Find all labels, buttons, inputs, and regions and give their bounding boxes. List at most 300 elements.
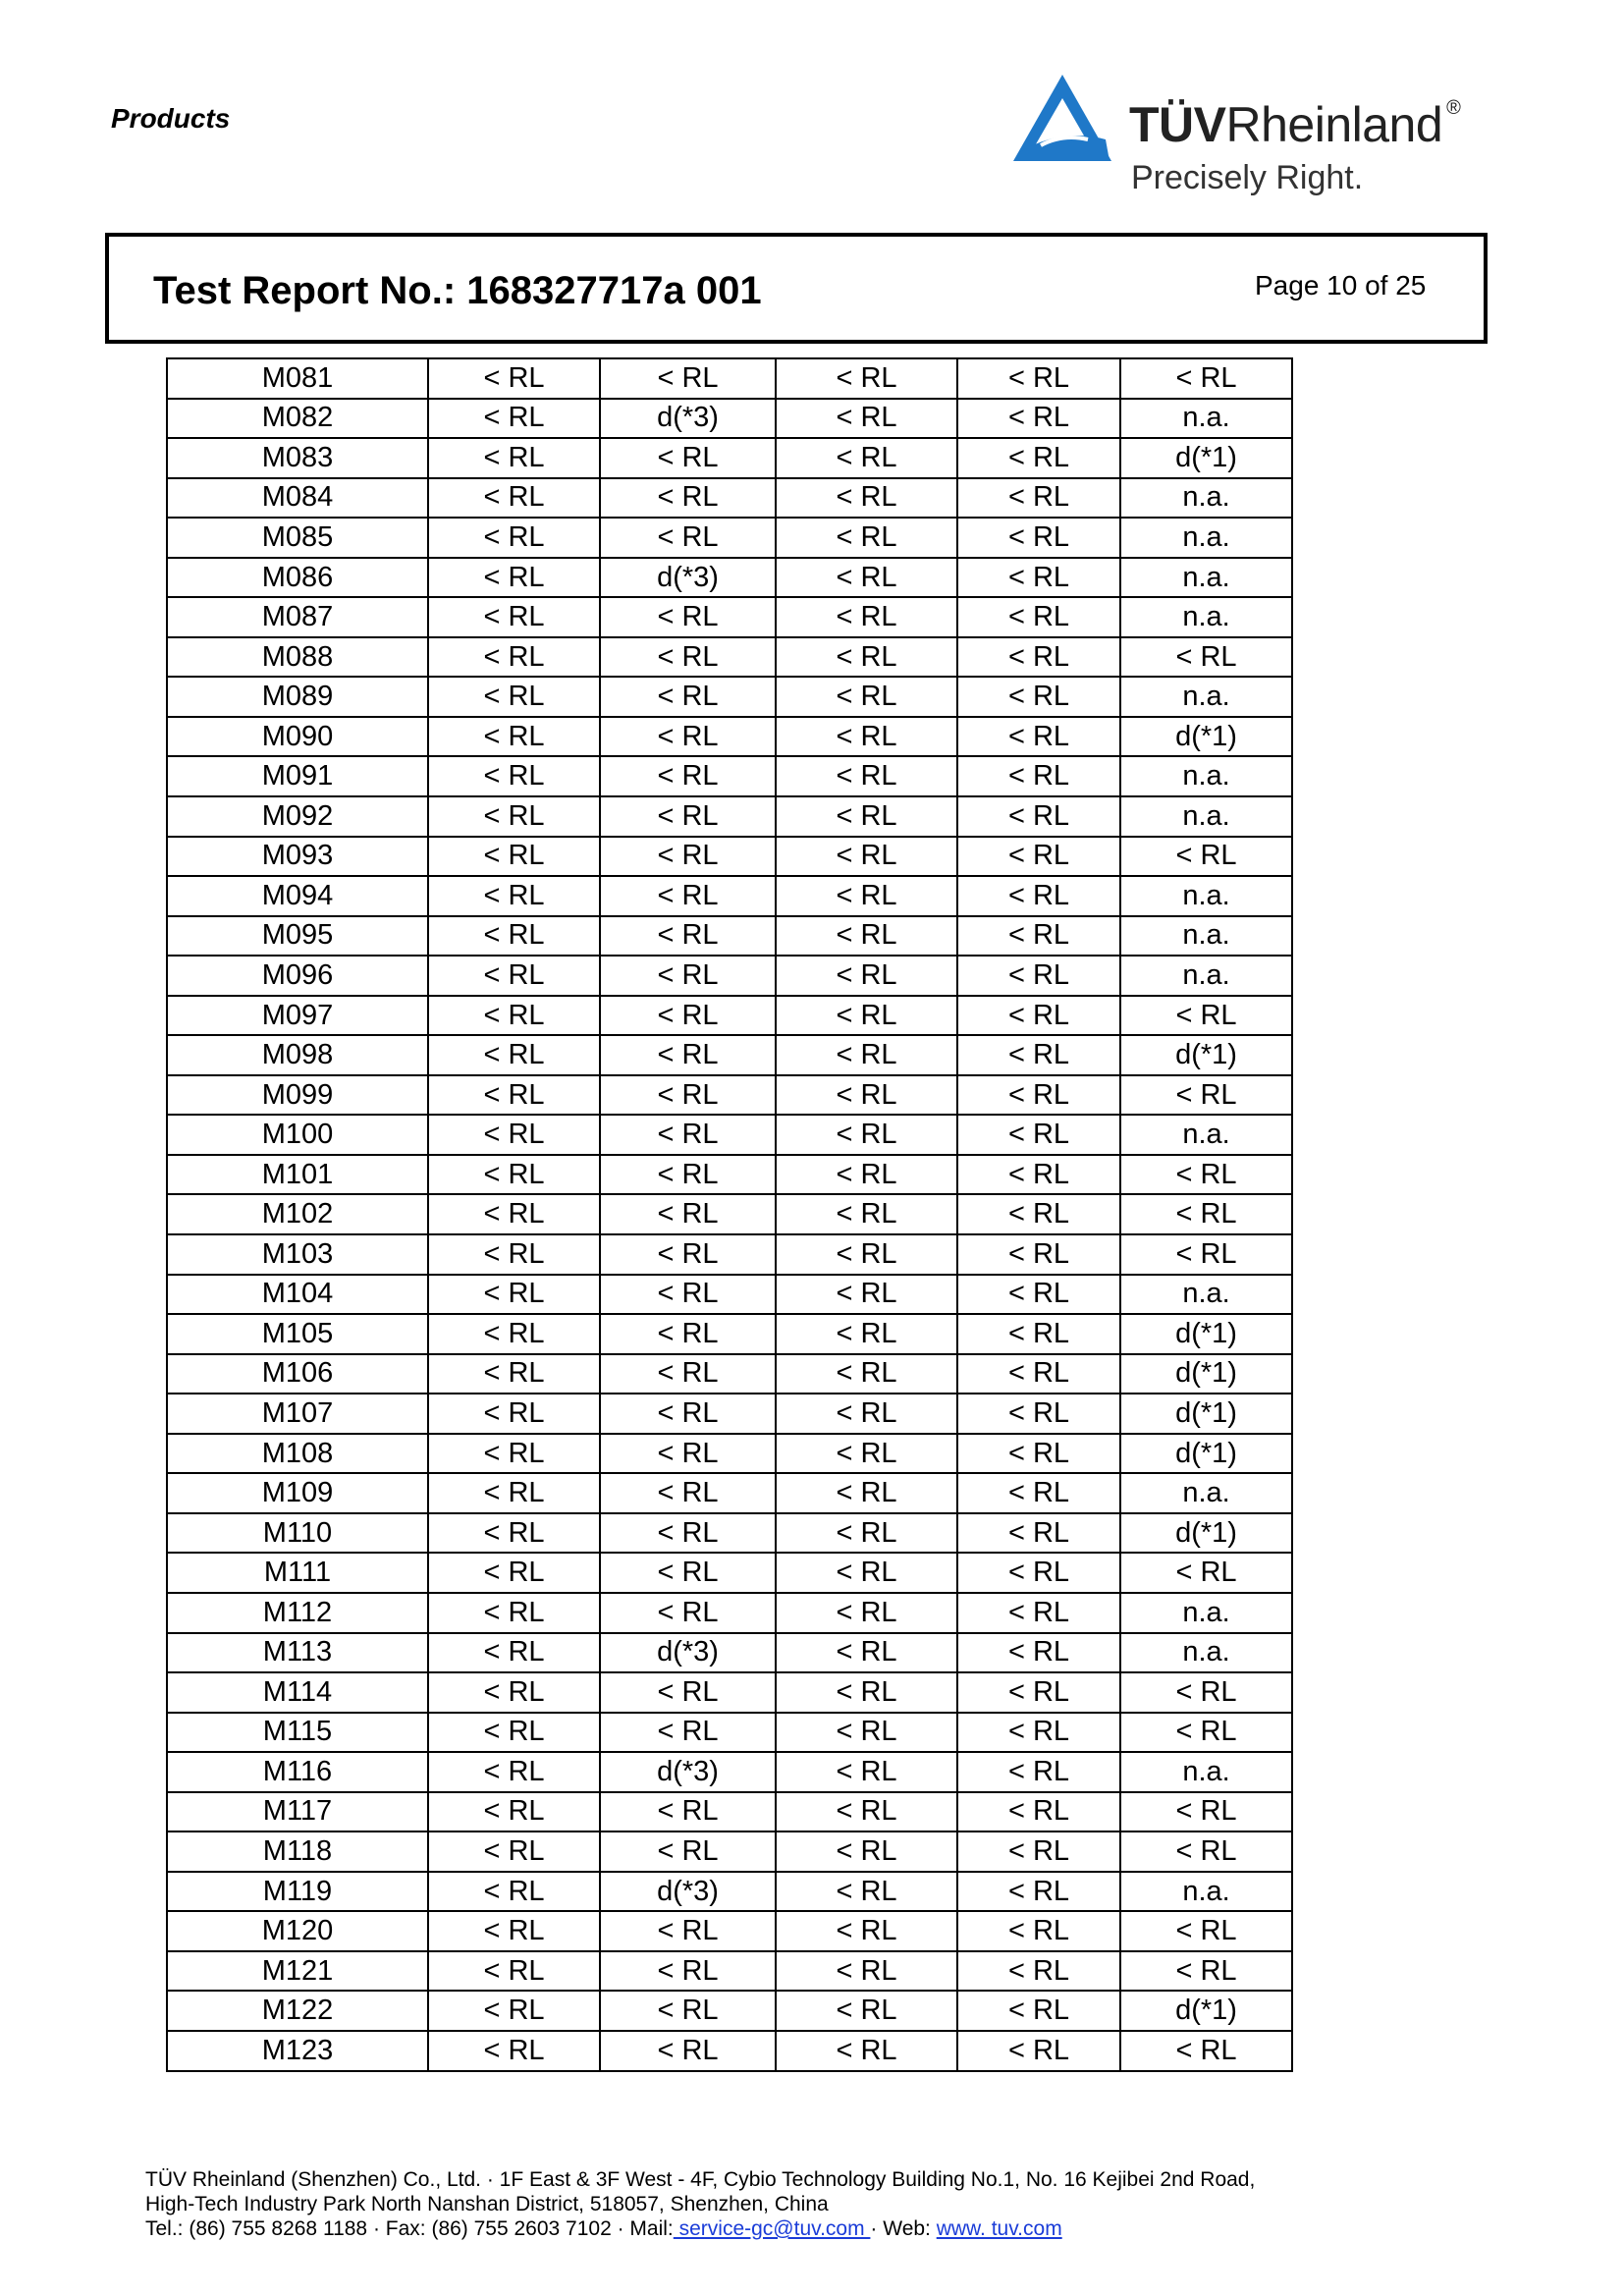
result-cell: < RL	[957, 1991, 1120, 2031]
brand-name	[1129, 96, 1460, 153]
registered-mark: ®	[1446, 97, 1461, 119]
result-cell: n.a.	[1120, 1633, 1292, 1673]
table-row	[167, 1911, 1292, 1951]
result-cell: n.a.	[1120, 1752, 1292, 1792]
result-cell: < RL	[600, 1911, 776, 1951]
sample-id-cell: M098	[167, 1035, 428, 1075]
result-cell: < RL	[600, 478, 776, 519]
result-cell: < RL	[428, 1911, 600, 1951]
result-cell: < RL	[600, 1553, 776, 1593]
result-cell: < RL	[776, 2031, 957, 2071]
result-cell: < RL	[776, 1752, 957, 1792]
sample-id-cell: M113	[167, 1633, 428, 1673]
table-row	[167, 1434, 1292, 1474]
result-cell: < RL	[776, 1155, 957, 1195]
result-cell: < RL	[957, 1354, 1120, 1394]
result-cell: n.a.	[1120, 796, 1292, 837]
result-cell: < RL	[957, 1075, 1120, 1116]
result-cell: < RL	[428, 1513, 600, 1554]
result-cell: < RL	[600, 1513, 776, 1554]
result-cell: < RL	[600, 1314, 776, 1354]
result-cell: < RL	[957, 677, 1120, 717]
result-cell: < RL	[428, 996, 600, 1036]
table-row	[167, 1633, 1292, 1673]
result-cell: < RL	[957, 558, 1120, 598]
sample-id-cell: M104	[167, 1275, 428, 1315]
table-row	[167, 1672, 1292, 1713]
result-cell: < RL	[957, 1035, 1120, 1075]
result-cell: < RL	[957, 717, 1120, 757]
result-cell: < RL	[428, 796, 600, 837]
result-cell: < RL	[428, 1194, 600, 1234]
table-row	[167, 438, 1292, 478]
result-cell: < RL	[776, 717, 957, 757]
result-cell: < RL	[428, 1234, 600, 1275]
result-cell: n.a.	[1120, 1473, 1292, 1513]
result-cell: < RL	[600, 1394, 776, 1434]
result-cell: < RL	[776, 358, 957, 399]
result-cell: < RL	[957, 1831, 1120, 1872]
result-cell: < RL	[957, 637, 1120, 678]
result-cell: d(*3)	[600, 1633, 776, 1673]
result-cell: < RL	[957, 1473, 1120, 1513]
result-cell: < RL	[776, 1911, 957, 1951]
sample-id-cell: M097	[167, 996, 428, 1036]
sample-id-cell: M100	[167, 1115, 428, 1155]
result-cell: < RL	[776, 1951, 957, 1992]
result-cell: < RL	[428, 1792, 600, 1832]
page-number: Page 10 of 25	[1255, 270, 1427, 301]
result-cell: d(*1)	[1120, 1394, 1292, 1434]
result-cell: < RL	[776, 1115, 957, 1155]
sample-id-cell: M083	[167, 438, 428, 478]
results-table	[166, 357, 1293, 2072]
result-cell: < RL	[1120, 1911, 1292, 1951]
result-cell: < RL	[957, 1394, 1120, 1434]
brand-tagline: Precisely Right.	[1131, 159, 1364, 196]
table-row	[167, 1872, 1292, 1912]
sample-id-cell: M112	[167, 1593, 428, 1633]
result-cell: < RL	[600, 2031, 776, 2071]
result-cell: < RL	[957, 399, 1120, 439]
result-cell: < RL	[600, 597, 776, 637]
result-cell: < RL	[600, 1991, 776, 2031]
result-cell: < RL	[776, 996, 957, 1036]
result-cell: < RL	[600, 1434, 776, 1474]
sample-id-cell: M084	[167, 478, 428, 519]
table-row	[167, 1035, 1292, 1075]
sample-id-cell: M123	[167, 2031, 428, 2071]
sample-id-cell: M091	[167, 756, 428, 796]
table-row	[167, 597, 1292, 637]
section-label: Products	[111, 103, 231, 134]
result-cell: < RL	[776, 1593, 957, 1633]
result-cell: < RL	[957, 996, 1120, 1036]
result-cell: < RL	[1120, 1234, 1292, 1275]
result-cell: d(*1)	[1120, 1434, 1292, 1474]
page-footer	[145, 2167, 1255, 2241]
result-cell: < RL	[428, 1593, 600, 1633]
table-row	[167, 876, 1292, 916]
result-cell: < RL	[428, 358, 600, 399]
sample-id-cell: M086	[167, 558, 428, 598]
result-cell: < RL	[1120, 1792, 1292, 1832]
tuv-rheinland-logo	[1011, 69, 1502, 201]
sample-id-cell: M121	[167, 1951, 428, 1992]
sample-id-cell: M093	[167, 837, 428, 877]
result-cell: < RL	[600, 358, 776, 399]
result-cell: n.a.	[1120, 677, 1292, 717]
result-cell: < RL	[600, 1593, 776, 1633]
sample-id-cell: M099	[167, 1075, 428, 1116]
result-cell: < RL	[600, 796, 776, 837]
result-cell: < RL	[428, 1075, 600, 1116]
result-cell: < RL	[428, 1713, 600, 1753]
sample-id-cell: M107	[167, 1394, 428, 1434]
result-cell: < RL	[600, 996, 776, 1036]
result-cell: < RL	[600, 1473, 776, 1513]
result-cell: d(*1)	[1120, 1035, 1292, 1075]
result-cell: < RL	[957, 1713, 1120, 1753]
table-row	[167, 717, 1292, 757]
sample-id-cell: M115	[167, 1713, 428, 1753]
sample-id-cell: M096	[167, 956, 428, 996]
sample-id-cell: M116	[167, 1752, 428, 1792]
result-cell: d(*1)	[1120, 438, 1292, 478]
result-cell: < RL	[776, 558, 957, 598]
result-cell: n.a.	[1120, 597, 1292, 637]
sample-id-cell: M118	[167, 1831, 428, 1872]
result-cell: < RL	[776, 399, 957, 439]
result-cell: < RL	[428, 1035, 600, 1075]
result-cell: < RL	[776, 1672, 957, 1713]
result-cell: < RL	[600, 916, 776, 957]
table-row	[167, 1991, 1292, 2031]
sample-id-cell: M110	[167, 1513, 428, 1554]
result-cell: < RL	[600, 1234, 776, 1275]
sample-id-cell: M085	[167, 518, 428, 558]
table-row	[167, 1155, 1292, 1195]
result-cell: < RL	[1120, 1672, 1292, 1713]
result-cell: < RL	[776, 518, 957, 558]
result-cell: < RL	[957, 2031, 1120, 2071]
result-cell: < RL	[776, 956, 957, 996]
result-cell: < RL	[776, 916, 957, 957]
result-cell: < RL	[600, 1831, 776, 1872]
sample-id-cell: M106	[167, 1354, 428, 1394]
table-row	[167, 1593, 1292, 1633]
result-cell: < RL	[428, 597, 600, 637]
table-row	[167, 996, 1292, 1036]
table-row	[167, 518, 1292, 558]
result-cell: n.a.	[1120, 558, 1292, 598]
table-row	[167, 399, 1292, 439]
result-cell: < RL	[600, 637, 776, 678]
result-cell: < RL	[957, 478, 1120, 519]
result-cell: < RL	[957, 1792, 1120, 1832]
result-cell: < RL	[600, 876, 776, 916]
sample-id-cell: M082	[167, 399, 428, 439]
result-cell: < RL	[428, 637, 600, 678]
result-cell: < RL	[957, 837, 1120, 877]
result-cell: < RL	[776, 1275, 957, 1315]
sample-id-cell: M119	[167, 1872, 428, 1912]
result-cell: < RL	[428, 1672, 600, 1713]
table-row	[167, 558, 1292, 598]
result-cell: < RL	[957, 1752, 1120, 1792]
footer-address-line-2: High-Tech Industry Park North Nanshan District, 518057, Shenzhen, China	[145, 2193, 829, 2215]
result-cell: < RL	[600, 677, 776, 717]
result-cell: < RL	[600, 717, 776, 757]
sample-id-cell: M090	[167, 717, 428, 757]
table-row	[167, 837, 1292, 877]
result-cell: d(*1)	[1120, 1314, 1292, 1354]
footer-phone-fax: Tel.: (86) 755 8268 1188 · Fax: (86) 755 2603 7102 · Mail:	[145, 2217, 674, 2240]
result-cell: < RL	[600, 1035, 776, 1075]
sample-id-cell: M103	[167, 1234, 428, 1275]
result-cell: < RL	[428, 518, 600, 558]
table-row	[167, 1115, 1292, 1155]
result-cell: d(*1)	[1120, 1991, 1292, 2031]
result-cell: < RL	[600, 1155, 776, 1195]
mail-link[interactable]: service-gc@tuv.com	[673, 2217, 871, 2240]
result-cell: < RL	[600, 1194, 776, 1234]
result-cell: < RL	[957, 1553, 1120, 1593]
result-cell: < RL	[776, 478, 957, 519]
table-row	[167, 1553, 1292, 1593]
table-row	[167, 1275, 1292, 1315]
result-cell: d(*3)	[600, 1752, 776, 1792]
result-cell: < RL	[776, 1354, 957, 1394]
result-cell: < RL	[776, 1513, 957, 1554]
result-cell: < RL	[600, 956, 776, 996]
result-cell: < RL	[600, 1713, 776, 1753]
result-cell: < RL	[957, 1194, 1120, 1234]
result-cell: < RL	[428, 558, 600, 598]
result-cell: < RL	[776, 1075, 957, 1116]
result-cell: < RL	[776, 1713, 957, 1753]
result-cell: < RL	[428, 1553, 600, 1593]
result-cell: < RL	[957, 1672, 1120, 1713]
result-cell: < RL	[957, 1513, 1120, 1554]
result-cell: < RL	[428, 1314, 600, 1354]
sample-id-cell: M114	[167, 1672, 428, 1713]
sample-id-cell: M102	[167, 1194, 428, 1234]
table-row	[167, 1075, 1292, 1116]
result-cell: < RL	[1120, 1951, 1292, 1992]
result-cell: < RL	[776, 1831, 957, 1872]
result-cell: n.a.	[1120, 756, 1292, 796]
result-cell: < RL	[1120, 2031, 1292, 2071]
table-row	[167, 478, 1292, 519]
result-cell: < RL	[776, 837, 957, 877]
result-cell: n.a.	[1120, 1115, 1292, 1155]
result-cell: < RL	[428, 1752, 600, 1792]
result-cell: < RL	[957, 1115, 1120, 1155]
result-cell: d(*3)	[600, 558, 776, 598]
result-cell: < RL	[776, 677, 957, 717]
result-cell: n.a.	[1120, 399, 1292, 439]
result-cell: < RL	[957, 1872, 1120, 1912]
result-cell: n.a.	[1120, 876, 1292, 916]
table-row	[167, 1792, 1292, 1832]
result-cell: < RL	[600, 756, 776, 796]
sample-id-cell: M089	[167, 677, 428, 717]
sample-id-cell: M101	[167, 1155, 428, 1195]
result-cell: < RL	[600, 837, 776, 877]
result-cell: < RL	[428, 1394, 600, 1434]
result-cell: < RL	[1120, 996, 1292, 1036]
result-cell: < RL	[428, 837, 600, 877]
result-cell: < RL	[600, 438, 776, 478]
result-cell: < RL	[957, 1155, 1120, 1195]
result-cell: < RL	[957, 796, 1120, 837]
result-cell: < RL	[776, 1473, 957, 1513]
result-cell: < RL	[957, 1314, 1120, 1354]
table-row	[167, 756, 1292, 796]
result-cell: < RL	[1120, 1831, 1292, 1872]
result-cell: < RL	[428, 1991, 600, 2031]
result-cell: < RL	[776, 597, 957, 637]
result-cell: d(*3)	[600, 399, 776, 439]
sample-id-cell: M120	[167, 1911, 428, 1951]
result-cell: < RL	[957, 1434, 1120, 1474]
result-cell: < RL	[776, 1035, 957, 1075]
result-cell: < RL	[1120, 637, 1292, 678]
result-cell: < RL	[957, 1593, 1120, 1633]
report-title: Test Report No.: 168327717a 001	[153, 269, 762, 312]
table-row	[167, 956, 1292, 996]
result-cell: < RL	[600, 1115, 776, 1155]
result-cell: < RL	[600, 1075, 776, 1116]
table-row	[167, 1951, 1292, 1992]
result-cell: < RL	[428, 1115, 600, 1155]
result-cell: < RL	[600, 1951, 776, 1992]
result-cell: < RL	[957, 358, 1120, 399]
result-cell: < RL	[1120, 837, 1292, 877]
result-cell: < RL	[957, 518, 1120, 558]
result-cell: < RL	[776, 1633, 957, 1673]
result-cell: < RL	[428, 478, 600, 519]
table-row	[167, 916, 1292, 957]
table-row	[167, 1314, 1292, 1354]
result-cell: < RL	[428, 2031, 600, 2071]
table-row	[167, 1473, 1292, 1513]
sample-id-cell: M111	[167, 1553, 428, 1593]
result-cell: < RL	[600, 1354, 776, 1394]
result-cell: < RL	[957, 1633, 1120, 1673]
result-cell: < RL	[776, 1314, 957, 1354]
sample-id-cell: M092	[167, 796, 428, 837]
result-cell: < RL	[428, 438, 600, 478]
result-cell: < RL	[428, 876, 600, 916]
table-row	[167, 1831, 1292, 1872]
table-row	[167, 637, 1292, 678]
table-row	[167, 2031, 1292, 2071]
result-cell: < RL	[776, 1991, 957, 2031]
result-cell: < RL	[600, 1275, 776, 1315]
table-row	[167, 1752, 1292, 1792]
result-cell: < RL	[600, 1672, 776, 1713]
result-cell: < RL	[776, 1553, 957, 1593]
footer-address-line-1: TÜV Rheinland (Shenzhen) Co., Ltd. · 1F East & 3F West - 4F, Cybio Technology Building No.1, No. 16 Kejibei 2nd Road,	[145, 2168, 1256, 2191]
result-cell: < RL	[428, 916, 600, 957]
result-cell: d(*1)	[1120, 1354, 1292, 1394]
sample-id-cell: M088	[167, 637, 428, 678]
web-link[interactable]: www. tuv.com	[936, 2217, 1062, 2240]
table-row	[167, 1394, 1292, 1434]
result-cell: < RL	[776, 438, 957, 478]
result-cell: < RL	[428, 399, 600, 439]
sample-id-cell: M094	[167, 876, 428, 916]
result-cell: < RL	[1120, 1194, 1292, 1234]
sample-id-cell: M105	[167, 1314, 428, 1354]
result-cell: < RL	[428, 1434, 600, 1474]
result-cell: < RL	[776, 1234, 957, 1275]
result-cell: < RL	[776, 1194, 957, 1234]
result-cell: < RL	[428, 756, 600, 796]
sample-id-cell: M108	[167, 1434, 428, 1474]
result-cell: < RL	[776, 756, 957, 796]
result-cell: < RL	[1120, 1553, 1292, 1593]
result-cell: < RL	[957, 916, 1120, 957]
sample-id-cell: M109	[167, 1473, 428, 1513]
results-table-body	[167, 358, 1292, 2071]
result-cell: n.a.	[1120, 1593, 1292, 1633]
result-cell: < RL	[428, 956, 600, 996]
result-cell: < RL	[957, 1275, 1120, 1315]
table-row	[167, 1194, 1292, 1234]
result-cell: n.a.	[1120, 1872, 1292, 1912]
result-cell: < RL	[776, 1434, 957, 1474]
table-row	[167, 677, 1292, 717]
result-cell: < RL	[428, 1275, 600, 1315]
sample-id-cell: M081	[167, 358, 428, 399]
table-row	[167, 1234, 1292, 1275]
result-cell: < RL	[1120, 1155, 1292, 1195]
result-cell: < RL	[428, 1633, 600, 1673]
result-cell: < RL	[957, 876, 1120, 916]
result-cell: < RL	[776, 637, 957, 678]
table-row	[167, 1354, 1292, 1394]
result-cell: < RL	[957, 756, 1120, 796]
result-cell: < RL	[957, 438, 1120, 478]
result-cell: < RL	[957, 1911, 1120, 1951]
result-cell: n.a.	[1120, 518, 1292, 558]
result-cell: < RL	[600, 518, 776, 558]
report-header-box	[105, 233, 1488, 344]
result-cell: < RL	[428, 1831, 600, 1872]
footer-contact-line	[145, 2216, 1255, 2241]
result-cell: < RL	[957, 1951, 1120, 1992]
result-cell: d(*3)	[600, 1872, 776, 1912]
brand-light: Rheinland	[1225, 97, 1443, 152]
result-cell: d(*1)	[1120, 717, 1292, 757]
result-cell: n.a.	[1120, 1275, 1292, 1315]
table-row	[167, 358, 1292, 399]
result-cell: < RL	[428, 1872, 600, 1912]
result-cell: < RL	[1120, 1713, 1292, 1753]
table-row	[167, 796, 1292, 837]
brand-bold: TÜV	[1129, 97, 1226, 152]
result-cell: < RL	[776, 1792, 957, 1832]
result-cell: < RL	[776, 796, 957, 837]
result-cell: < RL	[428, 1155, 600, 1195]
table-row	[167, 1513, 1292, 1554]
result-cell: d(*1)	[1120, 1513, 1292, 1554]
sample-id-cell: M117	[167, 1792, 428, 1832]
sample-id-cell: M122	[167, 1991, 428, 2031]
